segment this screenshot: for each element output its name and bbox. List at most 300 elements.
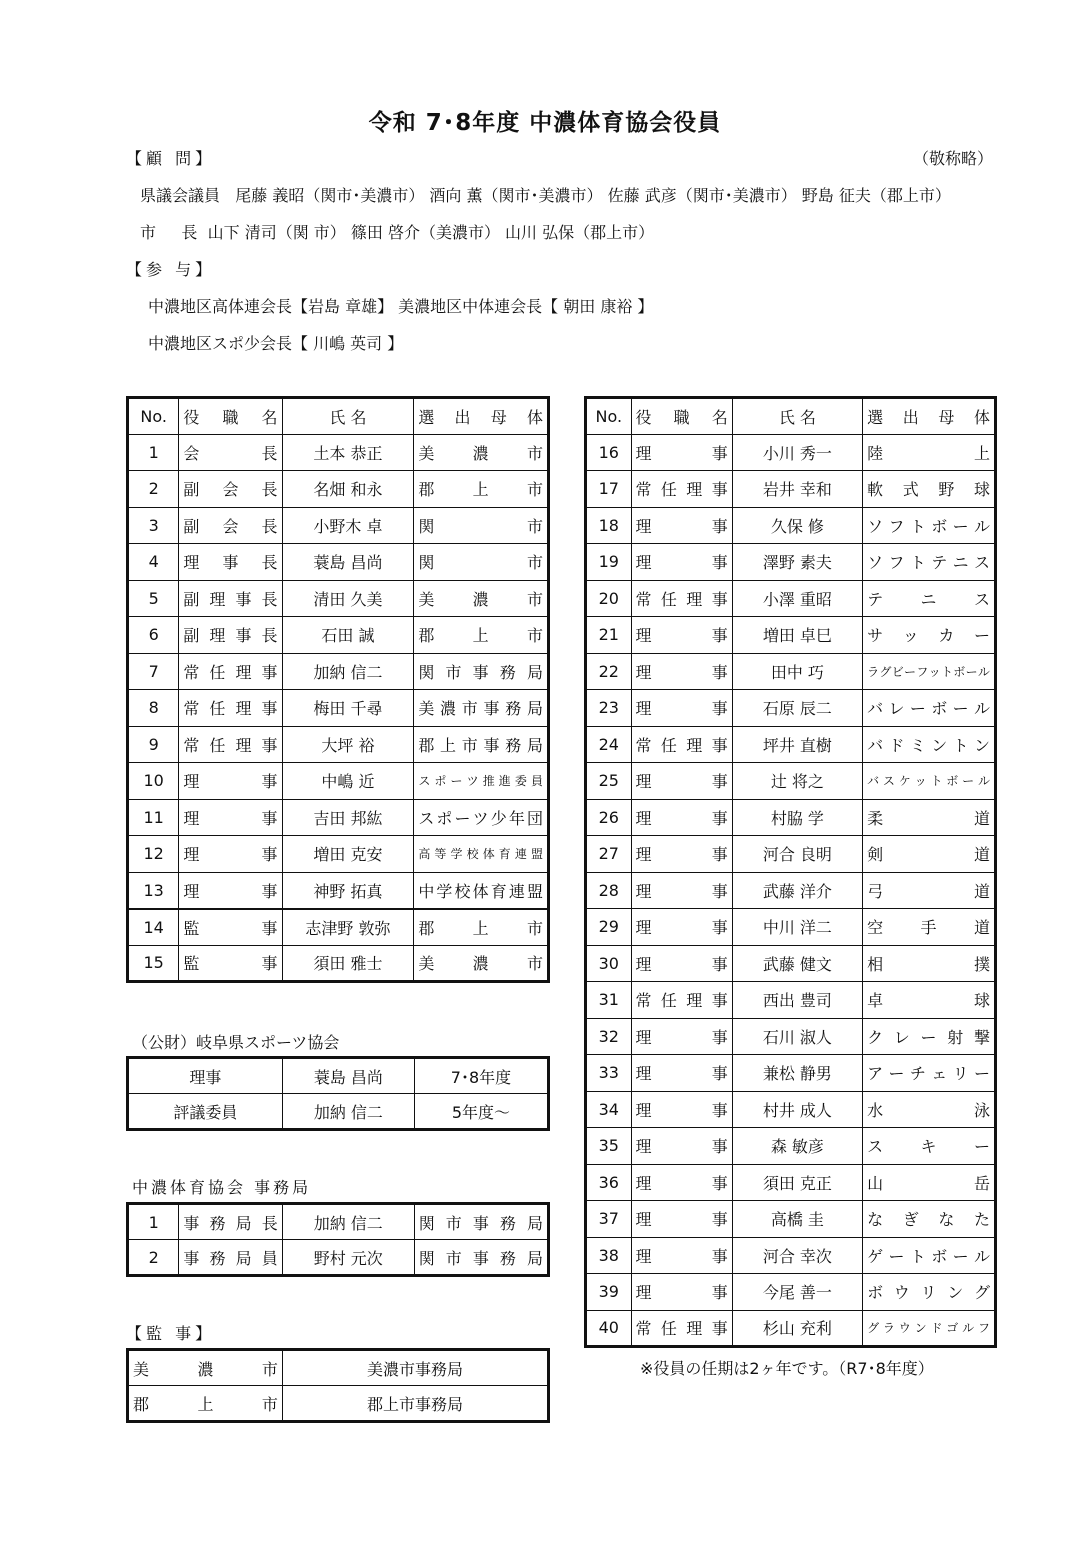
row-role — [179, 617, 282, 654]
row-no-text: 6 — [148, 625, 159, 645]
row-no — [586, 1018, 632, 1055]
row-org-text: 相 撲 — [867, 954, 990, 974]
row-name — [732, 1055, 862, 1092]
table-row — [586, 763, 996, 800]
row-no-text: 39 — [598, 1282, 619, 1302]
row-no — [128, 763, 179, 800]
row-role — [179, 799, 282, 836]
row-name-text: 河合 幸次 — [762, 1246, 832, 1266]
row-no — [128, 544, 179, 581]
row-org — [863, 653, 996, 690]
row-org-text: グ ラ ウ ン ド ゴ ル フ — [867, 1321, 990, 1336]
row-org — [863, 1164, 996, 1201]
row-no-text: 40 — [598, 1318, 619, 1338]
row-org-text: ク レ ー 射 撃 — [867, 1027, 990, 1047]
table-row — [128, 653, 549, 690]
row-no — [586, 1055, 632, 1092]
row-no — [586, 434, 632, 471]
auditor-header: 【監 事】 — [126, 1324, 216, 1343]
row-name — [282, 544, 414, 581]
row-org-text: 郡 上 市 — [418, 626, 543, 646]
gifu-name-text: 加納 信二 — [313, 1102, 383, 1122]
row-org-text: 卓 球 — [867, 991, 990, 1011]
row-no-text: 31 — [598, 990, 619, 1010]
row-org — [414, 799, 549, 836]
table-row — [586, 690, 996, 727]
row-org-text: な ぎ な た — [867, 1210, 990, 1230]
row-org — [863, 945, 996, 982]
row-no-text: 1 — [148, 442, 159, 462]
row-name — [732, 434, 862, 471]
row-org-text: 関 市 — [418, 516, 543, 536]
row-no — [128, 653, 179, 690]
row-no — [128, 580, 179, 617]
row-no — [586, 763, 632, 800]
row-org-text: バ ド ミ ン ト ン — [867, 735, 990, 755]
table-header-row — [128, 398, 549, 435]
row-org — [863, 836, 996, 873]
table-row — [586, 471, 996, 508]
table-row — [586, 1201, 996, 1238]
row-name-text: 杉山 充利 — [762, 1319, 832, 1339]
gifu-term — [414, 1094, 548, 1130]
row-role-text: 理 事 — [635, 699, 728, 719]
row-no — [586, 1164, 632, 1201]
row-org — [414, 507, 549, 544]
row-name — [732, 872, 862, 909]
row-org-text: 空 手 道 — [867, 918, 990, 938]
row-org — [863, 799, 996, 836]
row-no-text: 26 — [598, 807, 619, 827]
header-role-text: 役 職 名 — [635, 407, 728, 427]
row-role — [631, 1201, 732, 1238]
row-role — [179, 471, 282, 508]
row-role-text: 理 事 — [635, 1064, 728, 1084]
table-row — [128, 1386, 549, 1422]
honorific-note: （敬称略） — [913, 149, 994, 168]
row-org — [414, 653, 549, 690]
table-row — [128, 1094, 549, 1130]
row-org — [863, 909, 996, 946]
table-row — [586, 982, 996, 1019]
row-org-text: 高 等 学 校 体 育 連 盟 — [418, 847, 543, 862]
office-no-text: 1 — [148, 1212, 159, 1232]
header-name — [282, 398, 414, 435]
participation-line-1: 中濃地区高体連会長【岩島 章雄】 美濃地区中体連会長【 朝田 康裕 】 — [148, 297, 654, 316]
table-row — [128, 580, 549, 617]
header-role — [631, 398, 732, 435]
office-org — [414, 1240, 548, 1276]
row-name — [282, 507, 414, 544]
row-org — [863, 726, 996, 763]
gifu-role — [128, 1094, 283, 1130]
row-name-text: 田中 巧 — [770, 662, 824, 682]
row-org-text: 柔 道 — [867, 808, 990, 828]
row-name-text: 増田 克安 — [313, 845, 383, 865]
office-org — [414, 1204, 548, 1240]
row-role — [631, 507, 732, 544]
row-name — [732, 726, 862, 763]
row-role — [631, 1128, 732, 1165]
row-name-text: 中川 洋二 — [762, 918, 832, 938]
row-org-text: ス ポ ー ツ 少 年 団 — [418, 808, 543, 828]
row-role-text: 理 事 — [183, 808, 278, 828]
row-name-text: 須田 克正 — [762, 1173, 832, 1193]
row-name — [732, 982, 862, 1019]
row-role — [631, 617, 732, 654]
auditor-office-text: 美濃市事務局 — [366, 1359, 463, 1379]
row-role-text: 理 事 — [635, 1210, 728, 1230]
table-header-row — [586, 398, 996, 435]
header-role-text: 役 職 名 — [183, 407, 278, 427]
row-role-text: 理 事 — [183, 845, 278, 865]
row-role-text: 監 事 — [183, 954, 278, 974]
row-no — [128, 726, 179, 763]
row-no-text: 14 — [143, 917, 164, 937]
row-org — [863, 434, 996, 471]
row-role — [179, 507, 282, 544]
row-org — [414, 544, 549, 581]
row-org — [863, 690, 996, 727]
row-org — [414, 909, 549, 946]
row-name — [732, 507, 862, 544]
row-name-text: 兼松 静男 — [762, 1064, 832, 1084]
row-role — [179, 909, 282, 946]
row-org — [863, 507, 996, 544]
row-role-text: 理 事 — [635, 772, 728, 792]
row-no — [586, 1310, 632, 1347]
row-name-text: 蓑島 昌尚 — [313, 553, 383, 573]
table-row — [128, 471, 549, 508]
row-name-text: 増田 卓巳 — [762, 626, 832, 646]
table-row — [586, 799, 996, 836]
row-role — [179, 763, 282, 800]
row-org — [863, 982, 996, 1019]
row-no — [586, 982, 632, 1019]
row-org-text: 美 濃 市 — [418, 443, 543, 463]
row-no — [586, 945, 632, 982]
row-org-text: ソ フ ト ボ ー ル — [867, 516, 990, 536]
row-name — [732, 1237, 862, 1274]
row-name-text: 武藤 洋介 — [762, 881, 832, 901]
row-name — [282, 471, 414, 508]
row-role-text: 理 事 — [635, 626, 728, 646]
row-org — [863, 1237, 996, 1274]
row-org — [414, 726, 549, 763]
row-org — [414, 945, 549, 982]
gifu-name — [282, 1094, 414, 1130]
row-name — [732, 1091, 862, 1128]
header-no — [586, 398, 632, 435]
row-role — [631, 1274, 732, 1311]
row-role — [179, 945, 282, 982]
row-org — [414, 836, 549, 873]
table-row — [586, 1274, 996, 1311]
row-no — [128, 872, 179, 909]
row-no-text: 33 — [598, 1063, 619, 1083]
row-no-text: 32 — [598, 1026, 619, 1046]
row-org-text: ス ポ ー ツ 推 進 委 員 — [418, 774, 543, 789]
row-name-text: 名畑 和永 — [313, 480, 383, 500]
row-name-text: 石川 淑人 — [762, 1027, 832, 1047]
table-row — [128, 690, 549, 727]
office-name — [282, 1204, 414, 1240]
row-name-text: 高橋 圭 — [770, 1210, 824, 1230]
row-role — [631, 544, 732, 581]
row-org-text: ソ フ ト テ ニ ス — [867, 553, 990, 573]
row-no-text: 28 — [598, 880, 619, 900]
row-no-text: 20 — [598, 588, 619, 608]
auditor-office-text: 郡上市事務局 — [366, 1394, 463, 1414]
row-org — [863, 1018, 996, 1055]
row-name — [282, 726, 414, 763]
row-role — [631, 872, 732, 909]
row-role — [631, 1164, 732, 1201]
header-role — [179, 398, 282, 435]
header-org — [863, 398, 996, 435]
row-no — [586, 909, 632, 946]
header-name-text: 氏 名 — [778, 407, 816, 427]
office-no-text: 2 — [148, 1247, 159, 1267]
row-role — [179, 836, 282, 873]
table-row — [586, 544, 996, 581]
table-row — [586, 1164, 996, 1201]
row-name — [732, 544, 862, 581]
table-row — [128, 872, 549, 909]
row-no-text: 7 — [148, 661, 159, 681]
row-org — [863, 763, 996, 800]
row-role-text: 常 任 理 事 — [635, 735, 728, 755]
row-name-text: 神野 拓真 — [313, 881, 383, 901]
row-role-text: 理 事 — [183, 881, 278, 901]
row-org-text: ゲ ー ト ボ ー ル — [867, 1246, 990, 1266]
row-no-text: 21 — [598, 625, 619, 645]
row-name-text: 久保 修 — [770, 516, 824, 536]
row-no — [586, 1128, 632, 1165]
row-name-text: 武藤 健文 — [762, 954, 832, 974]
row-name — [732, 1274, 862, 1311]
row-name-text: 河合 良明 — [762, 845, 832, 865]
row-no-text: 4 — [148, 552, 159, 572]
row-no — [128, 945, 179, 982]
row-no — [586, 836, 632, 873]
auditor-city-text: 郡 上 市 — [133, 1394, 278, 1414]
row-name — [732, 471, 862, 508]
auditor-city — [128, 1386, 283, 1422]
row-no — [128, 909, 179, 946]
row-org — [414, 434, 549, 471]
row-role-text: 常 任 理 事 — [635, 1319, 728, 1339]
table-row — [128, 1350, 549, 1386]
row-role — [631, 1091, 732, 1128]
officers-table-left — [126, 396, 550, 983]
row-no — [586, 799, 632, 836]
row-role-text: 理 事 — [635, 1137, 728, 1157]
row-role — [631, 434, 732, 471]
row-no-text: 34 — [598, 1099, 619, 1119]
row-no-text: 15 — [143, 953, 164, 973]
row-no-text: 13 — [143, 880, 164, 900]
participation-line-2: 中濃地区スポ少会長【 川嶋 英司 】 — [148, 334, 404, 353]
row-org-text: 弓 道 — [867, 881, 990, 901]
table-row — [586, 1018, 996, 1055]
row-role-text: 監 事 — [183, 918, 278, 938]
row-name — [732, 836, 862, 873]
row-role — [631, 690, 732, 727]
row-org — [863, 1055, 996, 1092]
row-no-text: 16 — [598, 442, 619, 462]
office-org-text: 関 市 事 務 局 — [418, 1213, 543, 1233]
row-name-text: 小川 秀一 — [762, 443, 832, 463]
row-role — [631, 726, 732, 763]
row-no — [586, 1237, 632, 1274]
row-no — [586, 653, 632, 690]
table-row — [586, 1237, 996, 1274]
row-org — [863, 872, 996, 909]
row-no — [128, 434, 179, 471]
row-org-text: 水 泳 — [867, 1100, 990, 1120]
row-role — [179, 690, 282, 727]
row-no-text: 36 — [598, 1172, 619, 1192]
row-role — [179, 872, 282, 909]
row-org — [863, 1201, 996, 1238]
table-row — [128, 726, 549, 763]
row-name — [282, 653, 414, 690]
row-name — [282, 945, 414, 982]
row-no-text: 38 — [598, 1245, 619, 1265]
table-row — [586, 653, 996, 690]
row-no-text: 3 — [148, 515, 159, 535]
row-role-text: 常 任 理 事 — [183, 662, 278, 682]
row-name-text: 辻 将之 — [770, 772, 824, 792]
row-no-text: 22 — [598, 661, 619, 681]
row-no — [586, 872, 632, 909]
row-role-text: 理 事 — [635, 443, 728, 463]
table-row — [586, 726, 996, 763]
row-role — [631, 1055, 732, 1092]
advisor-line-2: 市 長 山下 清司（関 市） 篠田 啓介（美濃市） 山川 弘保（郡上市） — [140, 223, 655, 242]
row-org-text: 郡 上 市 — [418, 918, 543, 938]
table-row — [586, 507, 996, 544]
row-org — [414, 872, 549, 909]
row-name — [282, 872, 414, 909]
row-name — [732, 653, 862, 690]
row-role-text: 理 事 — [635, 918, 728, 938]
row-org — [414, 471, 549, 508]
row-role — [631, 945, 732, 982]
row-role — [631, 471, 732, 508]
row-org-text: 郡 上 市 事 務 局 — [418, 735, 543, 755]
row-no-text: 5 — [148, 588, 159, 608]
table-row — [128, 507, 549, 544]
row-org-text: 陸 上 — [867, 443, 990, 463]
row-name-text: 志津野 敦弥 — [305, 918, 391, 938]
header-no — [128, 398, 179, 435]
table-row — [586, 1055, 996, 1092]
header-org — [414, 398, 549, 435]
row-name-text: 大坪 裕 — [321, 735, 375, 755]
header-name — [732, 398, 862, 435]
row-role-text: 理 事 長 — [183, 553, 278, 573]
row-no — [586, 690, 632, 727]
row-no-text: 17 — [598, 479, 619, 499]
table-row — [128, 799, 549, 836]
row-org-text: バ ス ケ ッ ト ボ ー ル — [867, 774, 990, 789]
row-role-text: 副 理 事 長 — [183, 626, 278, 646]
row-role — [179, 653, 282, 690]
row-role-text: 常 任 理 事 — [635, 480, 728, 500]
table-row — [586, 434, 996, 471]
row-role — [631, 653, 732, 690]
auditor-city — [128, 1350, 283, 1386]
row-name-text: 小野木 卓 — [313, 516, 383, 536]
row-role — [631, 799, 732, 836]
row-name — [732, 945, 862, 982]
row-role-text: 常 任 理 事 — [635, 991, 728, 1011]
office-role — [179, 1204, 282, 1240]
row-no — [128, 507, 179, 544]
row-name-text: 梅田 千尋 — [313, 699, 383, 719]
row-org-text: 中 学 校 体 育 連 盟 — [418, 881, 543, 901]
row-no — [128, 799, 179, 836]
participation-header: 【参 与】 — [126, 260, 216, 279]
row-role-text: 副 会 長 — [183, 480, 278, 500]
auditor-table — [126, 1348, 550, 1423]
row-no-text: 19 — [598, 552, 619, 572]
table-row — [586, 580, 996, 617]
table-row — [128, 763, 549, 800]
row-no-text: 8 — [148, 698, 159, 718]
table-row — [586, 945, 996, 982]
row-name — [732, 909, 862, 946]
row-name-text: 岩井 幸和 — [762, 480, 832, 500]
row-no-text: 9 — [148, 734, 159, 754]
row-no — [586, 726, 632, 763]
office-org-text: 関 市 事 務 局 — [418, 1248, 543, 1268]
row-no-text: 23 — [598, 698, 619, 718]
row-role-text: 理 事 — [635, 553, 728, 573]
gifu-term-text: 5年度～ — [451, 1102, 511, 1122]
advisor-header: 【顧 問】 — [126, 149, 216, 168]
row-org-text: 郡 上 市 — [418, 480, 543, 500]
gifu-role-text: 理事 — [189, 1067, 222, 1087]
row-name — [732, 1310, 862, 1347]
header-org-text: 選 出 母 体 — [418, 407, 543, 427]
row-name-text: 土本 恭正 — [313, 443, 383, 463]
row-no — [586, 1274, 632, 1311]
row-no-text: 25 — [598, 771, 619, 791]
row-role — [179, 726, 282, 763]
row-no — [586, 507, 632, 544]
row-name — [282, 909, 414, 946]
row-org-text: 関 市 — [418, 553, 543, 573]
row-org — [863, 1310, 996, 1347]
row-name-text: 小澤 重昭 — [762, 589, 832, 609]
row-role-text: 理 事 — [635, 1173, 728, 1193]
row-org — [414, 763, 549, 800]
row-org — [863, 1274, 996, 1311]
row-no-text: 12 — [143, 844, 164, 864]
gifu-term — [414, 1058, 548, 1094]
row-role-text: 理 事 — [635, 662, 728, 682]
row-role-text: 常 任 理 事 — [183, 735, 278, 755]
row-no — [128, 690, 179, 727]
row-name-text: 西出 豊司 — [762, 991, 832, 1011]
row-no-text: 18 — [598, 515, 619, 535]
row-org — [863, 544, 996, 581]
row-org — [414, 580, 549, 617]
row-no-text: 29 — [598, 917, 619, 937]
